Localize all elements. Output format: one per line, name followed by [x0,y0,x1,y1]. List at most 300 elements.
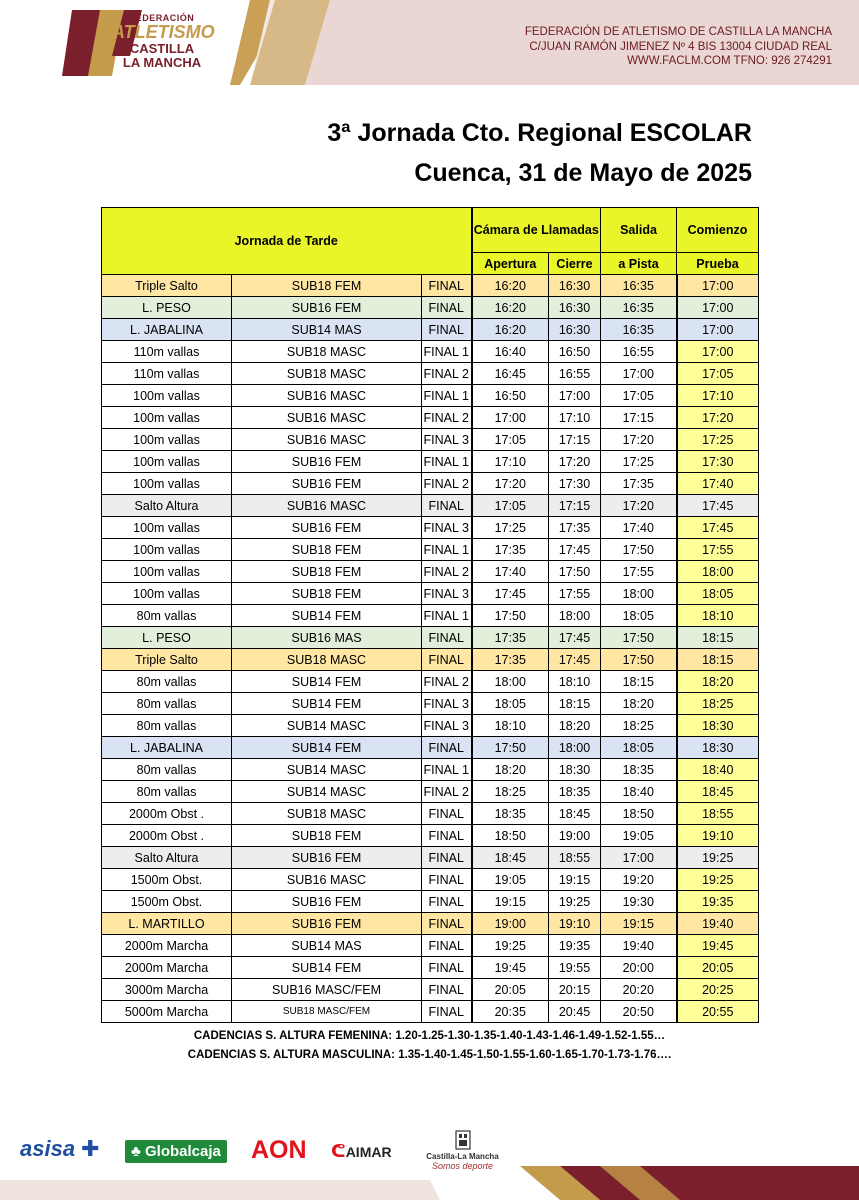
cell-comienzo: 17:20 [677,407,759,429]
cell-salida: 17:50 [601,539,677,561]
cell-apertura: 16:40 [472,341,549,363]
cell-apertura: 17:25 [472,517,549,539]
cell-apertura: 17:40 [472,561,549,583]
cell-prueba: 80m vallas [102,693,232,715]
cell-categoria: SUB16 MASC [232,385,422,407]
cell-cierre: 18:00 [549,605,601,627]
cell-categoria: SUB16 FEM [232,891,422,913]
cell-cierre: 17:00 [549,385,601,407]
cell-salida: 18:05 [601,737,677,759]
cell-categoria: SUB18 FEM [232,275,422,297]
cell-fase: FINAL 2 [422,473,472,495]
sponsor-globalcaja [125,1140,227,1163]
cell-prueba: 100m vallas [102,539,232,561]
cell-salida: 19:40 [601,935,677,957]
org-info [412,25,832,69]
table-row [102,979,759,1001]
cell-comienzo: 19:35 [677,891,759,913]
cell-cierre: 20:45 [549,1001,601,1023]
cell-cierre: 17:45 [549,649,601,671]
table-row [102,715,759,737]
header-comienzo-bottom: Prueba [677,253,759,275]
cell-cierre: 17:45 [549,627,601,649]
cell-categoria: SUB16 MASC [232,429,422,451]
cell-comienzo: 18:45 [677,781,759,803]
cell-fase: FINAL [422,847,472,869]
cell-apertura: 17:20 [472,473,549,495]
cell-apertura: 20:05 [472,979,549,1001]
table-row [102,627,759,649]
cell-comienzo: 17:05 [677,363,759,385]
cell-prueba: L. PESO [102,627,232,649]
cell-cierre: 19:00 [549,825,601,847]
cell-apertura: 16:50 [472,385,549,407]
cell-fase: FINAL 1 [422,605,472,627]
cell-categoria: SUB16 FEM [232,517,422,539]
header-session: Jornada de Tarde [102,208,472,275]
cell-categoria: SUB18 FEM [232,561,422,583]
cell-fase: FINAL 1 [422,451,472,473]
cell-salida: 19:30 [601,891,677,913]
footer-band [0,1166,859,1200]
cell-apertura: 18:20 [472,759,549,781]
cell-categoria: SUB18 MASC [232,341,422,363]
logo-text [112,13,215,70]
cell-comienzo: 17:45 [677,495,759,517]
cell-comienzo: 18:30 [677,737,759,759]
table-row [102,1001,759,1023]
cell-cierre: 17:15 [549,429,601,451]
cell-fase: FINAL 3 [422,583,472,605]
cadencias-masculina: CADENCIAS S. ALTURA MASCULINA: 1.35-1.40-1.45-1.50-1.55-1.60-1.65-1.70-1.73-1.76…. [187,1049,672,1061]
cell-prueba: L. JABALINA [102,737,232,759]
cell-comienzo: 20:25 [677,979,759,1001]
cell-apertura: 17:35 [472,539,549,561]
cell-prueba: 2000m Marcha [102,935,232,957]
cell-comienzo: 19:25 [677,847,759,869]
cell-comienzo: 18:20 [677,671,759,693]
org-address: C/JUAN RAMÓN JIMENEZ Nº 4 BIS 13004 CIUDAD REAL [529,40,832,53]
org-name: FEDERACIÓN DE ATLETISMO DE CASTILLA LA MANCHA [524,26,832,38]
cell-comienzo: 20:05 [677,957,759,979]
cell-prueba: 1500m Obst. [102,891,232,913]
cell-apertura: 19:45 [472,957,549,979]
table-row [102,407,759,429]
cell-prueba: Salto Altura [102,495,232,517]
table-row [102,341,759,363]
cell-fase: FINAL 1 [422,385,472,407]
table-row [102,473,759,495]
table-row [102,935,759,957]
cell-cierre: 20:15 [549,979,601,1001]
cell-categoria: SUB16 MASC/FEM [232,979,422,1001]
page-subtitle: Cuenca, 31 de Mayo de 2025 [414,159,752,187]
cell-categoria: SUB14 FEM [232,737,422,759]
cell-categoria: SUB16 FEM [232,451,422,473]
table-row [102,583,759,605]
sponsor-asisa [20,1136,100,1162]
cell-prueba: 100m vallas [102,429,232,451]
clover-icon: ♣ [131,1143,146,1160]
cell-apertura: 16:45 [472,363,549,385]
cell-apertura: 18:25 [472,781,549,803]
cell-cierre: 17:15 [549,495,601,517]
cell-salida: 18:40 [601,781,677,803]
cell-cierre: 18:10 [549,671,601,693]
cell-comienzo: 17:00 [677,275,759,297]
cell-salida: 17:15 [601,407,677,429]
cell-prueba: 80m vallas [102,671,232,693]
cell-prueba: 100m vallas [102,561,232,583]
cell-fase: FINAL [422,275,472,297]
table-row [102,957,759,979]
schedule-rows [102,275,759,1023]
cell-categoria: SUB16 FEM [232,847,422,869]
cell-comienzo: 19:45 [677,935,759,957]
cell-fase: FINAL 3 [422,429,472,451]
cell-apertura: 18:05 [472,693,549,715]
cell-fase: FINAL [422,627,472,649]
cell-apertura: 19:05 [472,869,549,891]
cell-cierre: 17:10 [549,407,601,429]
cell-cierre: 18:35 [549,781,601,803]
cell-categoria: SUB16 FEM [232,473,422,495]
cell-apertura: 18:45 [472,847,549,869]
cell-comienzo: 18:40 [677,759,759,781]
cell-salida: 17:35 [601,473,677,495]
header-cierre: Cierre [549,253,601,275]
cell-categoria: SUB16 MASC [232,869,422,891]
cell-fase: FINAL 3 [422,715,472,737]
table-row [102,275,759,297]
table-row [102,539,759,561]
cell-cierre: 17:45 [549,539,601,561]
cell-salida: 17:50 [601,649,677,671]
cell-apertura: 18:50 [472,825,549,847]
cell-salida: 17:20 [601,429,677,451]
table-row [102,913,759,935]
cell-categoria: SUB16 FEM [232,297,422,319]
cell-fase: FINAL 1 [422,539,472,561]
cell-comienzo: 19:40 [677,913,759,935]
cell-apertura: 17:45 [472,583,549,605]
cell-fase: FINAL 2 [422,407,472,429]
cell-salida: 20:50 [601,1001,677,1023]
shield-icon [455,1130,471,1150]
cell-salida: 17:50 [601,627,677,649]
cell-salida: 17:40 [601,517,677,539]
cell-fase: FINAL [422,979,472,1001]
table-row [102,297,759,319]
table-row [102,517,759,539]
cell-salida: 16:55 [601,341,677,363]
cell-cierre: 16:30 [549,275,601,297]
cell-apertura: 16:20 [472,319,549,341]
cell-fase: FINAL [422,935,472,957]
cell-cierre: 18:00 [549,737,601,759]
cell-salida: 19:20 [601,869,677,891]
cell-salida: 20:20 [601,979,677,1001]
cell-fase: FINAL 3 [422,693,472,715]
cell-salida: 19:15 [601,913,677,935]
schedule-table [101,207,759,1023]
cell-salida: 18:50 [601,803,677,825]
cell-prueba: 1500m Obst. [102,869,232,891]
table-row [102,759,759,781]
cell-comienzo: 17:40 [677,473,759,495]
header-salida-bottom: a Pista [601,253,677,275]
cell-cierre: 17:50 [549,561,601,583]
table-row [102,649,759,671]
cell-comienzo: 17:00 [677,319,759,341]
cell-apertura: 17:35 [472,649,549,671]
cell-prueba: 100m vallas [102,583,232,605]
cell-categoria: SUB18 MASC/FEM [232,1001,422,1023]
cell-comienzo: 18:10 [677,605,759,627]
cell-salida: 18:25 [601,715,677,737]
cell-cierre: 16:30 [549,297,601,319]
cell-comienzo: 18:55 [677,803,759,825]
cell-comienzo: 18:00 [677,561,759,583]
cell-prueba: 100m vallas [102,517,232,539]
cell-cierre: 18:30 [549,759,601,781]
sponsor-clm-line1: Castilla-La Mancha [426,1152,499,1161]
cell-prueba: L. PESO [102,297,232,319]
cell-categoria: SUB16 MAS [232,627,422,649]
cell-prueba: 110m vallas [102,341,232,363]
cell-apertura: 17:00 [472,407,549,429]
cell-categoria: SUB18 MASC [232,649,422,671]
cell-prueba: 80m vallas [102,715,232,737]
cell-categoria: SUB18 FEM [232,583,422,605]
cell-salida: 17:25 [601,451,677,473]
sponsor-aimar [331,1141,392,1162]
cell-categoria: SUB14 MASC [232,715,422,737]
cell-cierre: 17:35 [549,517,601,539]
cell-prueba: 80m vallas [102,605,232,627]
cell-prueba: Triple Salto [102,275,232,297]
cell-categoria: SUB14 FEM [232,957,422,979]
table-row [102,363,759,385]
plus-icon: ✚ [75,1136,100,1161]
cell-fase: FINAL [422,869,472,891]
cell-prueba: 5000m Marcha [102,1001,232,1023]
cell-comienzo: 17:30 [677,451,759,473]
cell-apertura: 17:05 [472,495,549,517]
table-row [102,451,759,473]
cell-apertura: 18:00 [472,671,549,693]
cell-fase: FINAL 1 [422,341,472,363]
cell-cierre: 17:20 [549,451,601,473]
cell-comienzo: 17:45 [677,517,759,539]
cell-apertura: 19:00 [472,913,549,935]
cell-apertura: 17:50 [472,605,549,627]
cell-cierre: 19:55 [549,957,601,979]
cell-cierre: 19:25 [549,891,601,913]
cell-apertura: 17:05 [472,429,549,451]
cell-comienzo: 17:10 [677,385,759,407]
cell-comienzo: 19:25 [677,869,759,891]
table-row [102,319,759,341]
cell-comienzo: 18:15 [677,627,759,649]
sponsor-aimar-text: AIMAR [345,1144,392,1160]
cell-prueba: 80m vallas [102,781,232,803]
table-row [102,671,759,693]
cell-comienzo: 17:25 [677,429,759,451]
page-title: 3ª Jornada Cto. Regional ESCOLAR [327,119,752,147]
cell-cierre: 19:15 [549,869,601,891]
table-row [102,737,759,759]
cell-cierre: 18:55 [549,847,601,869]
cell-prueba: L. JABALINA [102,319,232,341]
cell-categoria: SUB16 MASC [232,495,422,517]
header-apertura: Apertura [472,253,549,275]
sponsor-asisa-text: asisa [20,1136,76,1161]
cell-comienzo: 18:30 [677,715,759,737]
cell-salida: 16:35 [601,275,677,297]
cell-categoria: SUB18 FEM [232,825,422,847]
cell-salida: 18:15 [601,671,677,693]
cell-apertura: 16:20 [472,275,549,297]
cell-apertura: 20:35 [472,1001,549,1023]
cell-fase: FINAL 2 [422,671,472,693]
cell-fase: FINAL 1 [422,759,472,781]
cell-fase: FINAL 3 [422,517,472,539]
cell-comienzo: 17:55 [677,539,759,561]
cell-fase: FINAL [422,319,472,341]
cell-salida: 20:00 [601,957,677,979]
cell-fase: FINAL [422,1001,472,1023]
cell-prueba: 3000m Marcha [102,979,232,1001]
cell-salida: 16:35 [601,319,677,341]
cell-salida: 16:35 [601,297,677,319]
cell-fase: FINAL [422,891,472,913]
cell-categoria: SUB14 FEM [232,605,422,627]
cell-comienzo: 19:10 [677,825,759,847]
cell-categoria: SUB18 MASC [232,363,422,385]
cell-comienzo: 20:55 [677,1001,759,1023]
sponsor-globalcaja-text: Globalcaja [145,1143,221,1160]
cell-cierre: 19:10 [549,913,601,935]
cell-salida: 19:05 [601,825,677,847]
logo-line-federacion: FEDERACIÓN [129,13,195,23]
cell-prueba: 2000m Marcha [102,957,232,979]
cell-prueba: 2000m Obst . [102,803,232,825]
cell-categoria: SUB14 FEM [232,671,422,693]
cell-cierre: 16:55 [549,363,601,385]
cell-categoria: SUB16 MASC [232,407,422,429]
cell-prueba: 110m vallas [102,363,232,385]
table-row [102,781,759,803]
table-row [102,891,759,913]
header-camara: Cámara de Llamadas [472,208,601,253]
logo-line-atletismo: ATLETISMO [112,22,215,43]
cell-salida: 18:05 [601,605,677,627]
table-row [102,429,759,451]
cell-cierre: 18:45 [549,803,601,825]
cell-comienzo: 18:15 [677,649,759,671]
table-row [102,561,759,583]
table-row [102,605,759,627]
cell-apertura: 18:35 [472,803,549,825]
cell-prueba: 100m vallas [102,451,232,473]
cell-salida: 17:00 [601,363,677,385]
cell-categoria: SUB14 MASC [232,759,422,781]
cell-prueba: L. MARTILLO [102,913,232,935]
cell-salida: 17:55 [601,561,677,583]
org-web-phone: WWW.FACLM.COM TFNO: 926 274291 [627,55,832,67]
cell-comienzo: 17:00 [677,297,759,319]
cell-fase: FINAL [422,957,472,979]
cell-categoria: SUB14 MAS [232,935,422,957]
cell-fase: FINAL 2 [422,363,472,385]
cell-comienzo: 18:25 [677,693,759,715]
cell-salida: 18:00 [601,583,677,605]
cell-fase: FINAL [422,297,472,319]
cell-cierre: 16:30 [549,319,601,341]
cell-categoria: SUB18 MASC [232,803,422,825]
cell-salida: 18:35 [601,759,677,781]
cell-fase: FINAL [422,803,472,825]
cell-prueba: Triple Salto [102,649,232,671]
cell-apertura: 19:15 [472,891,549,913]
cell-categoria: SUB14 FEM [232,693,422,715]
cell-cierre: 16:50 [549,341,601,363]
cell-salida: 18:20 [601,693,677,715]
cell-prueba: Salto Altura [102,847,232,869]
sponsor-clm-line2: Somos deporte [431,1161,494,1171]
cell-cierre: 18:20 [549,715,601,737]
cell-fase: FINAL 2 [422,561,472,583]
cell-categoria: SUB14 MASC [232,781,422,803]
cell-fase: FINAL [422,825,472,847]
cell-prueba: 2000m Obst . [102,825,232,847]
cell-cierre: 17:55 [549,583,601,605]
table-row [102,825,759,847]
cell-apertura: 19:25 [472,935,549,957]
cell-apertura: 18:10 [472,715,549,737]
table-row [102,847,759,869]
cell-fase: FINAL [422,913,472,935]
cell-fase: FINAL [422,495,472,517]
sponsor-aon: AON [251,1136,307,1164]
cell-categoria: SUB14 MAS [232,319,422,341]
cell-salida: 17:20 [601,495,677,517]
footer-decoration [0,1166,859,1200]
cell-apertura: 17:50 [472,737,549,759]
cadencias-femenina: CADENCIAS S. ALTURA FEMENINA: 1.20-1.25-1.30-1.35-1.40-1.43-1.46-1.49-1.52-1.55… [193,1030,666,1042]
table-row [102,803,759,825]
table-row [102,693,759,715]
table-row [102,495,759,517]
logo-line-mancha: LA MANCHA [122,54,202,70]
aimar-mark-icon: ᕦ [331,1141,346,1161]
cell-prueba: 100m vallas [102,385,232,407]
cell-salida: 17:00 [601,847,677,869]
cell-cierre: 19:35 [549,935,601,957]
table-row [102,869,759,891]
header-salida-top: Salida [601,208,677,253]
cell-apertura: 17:35 [472,627,549,649]
cell-categoria: SUB18 FEM [232,539,422,561]
cell-cierre: 18:15 [549,693,601,715]
cell-categoria: SUB16 FEM [232,913,422,935]
cell-fase: FINAL 2 [422,781,472,803]
cell-prueba: 100m vallas [102,473,232,495]
cell-fase: FINAL [422,649,472,671]
header-comienzo-top: Comienzo [677,208,759,253]
cell-comienzo: 17:00 [677,341,759,363]
